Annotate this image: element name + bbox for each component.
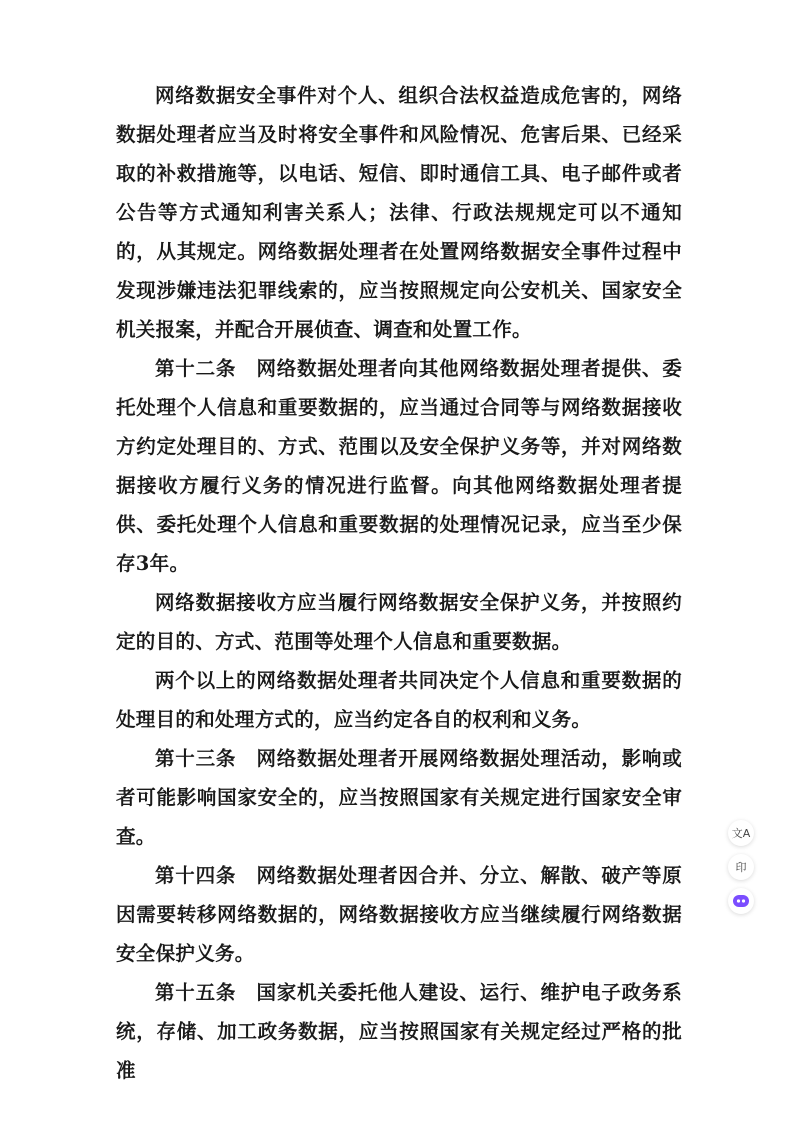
paragraph-text: 网络数据处理者因合并、分立、解散、破产等原因需要转移网络数据的，网络数据接收方应当继续履行网络数据安全保护义务。 — [116, 864, 682, 965]
paragraph-text: 网络数据接收方应当履行网络数据安全保护义务，并按照约定的目的、方式、范围等处理个人信息和重要数据。 — [116, 591, 682, 653]
translate-icon[interactable] — [728, 820, 754, 846]
paragraph-text: 网络数据安全事件对个人、组织合法权益造成危害的，网络数据处理者应当及时将安全事件和风险情况、危害后果、已经采取的补救措施等，以电话、短信、即时通信工具、电子邮件或者公告等方式通知利害关系人；法律、行政法规规定可以不通知的，从其规定。网络数据处理者在处置网络数据安全事件过程中发现涉嫌违法犯罪线索的，应当按照规定向公安机关、国家安全机关报案，并配合开展侦查、调查和处置工作。 — [116, 84, 682, 341]
paragraph — [116, 583, 682, 661]
paragraph — [116, 76, 682, 349]
paragraph-text: 网络数据处理者开展网络数据处理活动，影响或者可能影响国家安全的，应当按照国家有关规定进行国家安全审查。 — [116, 747, 682, 848]
document-page — [116, 76, 682, 1090]
article-number: 第十五条 — [155, 981, 237, 1004]
reader-label: 印 — [735, 861, 747, 874]
paragraph — [116, 973, 682, 1090]
reader-icon[interactable] — [728, 854, 754, 880]
translate-label: 文A — [731, 827, 751, 840]
paragraph — [116, 739, 682, 856]
paragraph-text: 两个以上的网络数据处理者共同决定个人信息和重要数据的处理目的和处理方式的，应当约定各自的权利和义务。 — [116, 669, 682, 731]
article-number: 第十三条 — [155, 747, 237, 770]
paragraph-text: 网络数据处理者向其他网络数据处理者提供、委托处理个人信息和重要数据的，应当通过合同等与网络数据接收方约定处理目的、方式、范围以及安全保护义务等，并对网络数据接收方履行义务的情况进行监督。向其他网络数据处理者提供、委托处理个人信息和重要数据的处理情况记录，应当至少保存3年。 — [116, 357, 682, 575]
floating-toolbar — [728, 820, 754, 914]
assistant-face-icon — [732, 893, 750, 909]
paragraph — [116, 349, 682, 583]
paragraph — [116, 856, 682, 973]
article-number: 第十二条 — [155, 357, 237, 380]
paragraph — [116, 661, 682, 739]
article-number: 第十四条 — [155, 864, 237, 887]
assistant-icon[interactable] — [728, 888, 754, 914]
paragraph-text: 国家机关委托他人建设、运行、维护电子政务系统，存储、加工政务数据，应当按照国家有关规定经过严格的批准 — [116, 981, 682, 1082]
